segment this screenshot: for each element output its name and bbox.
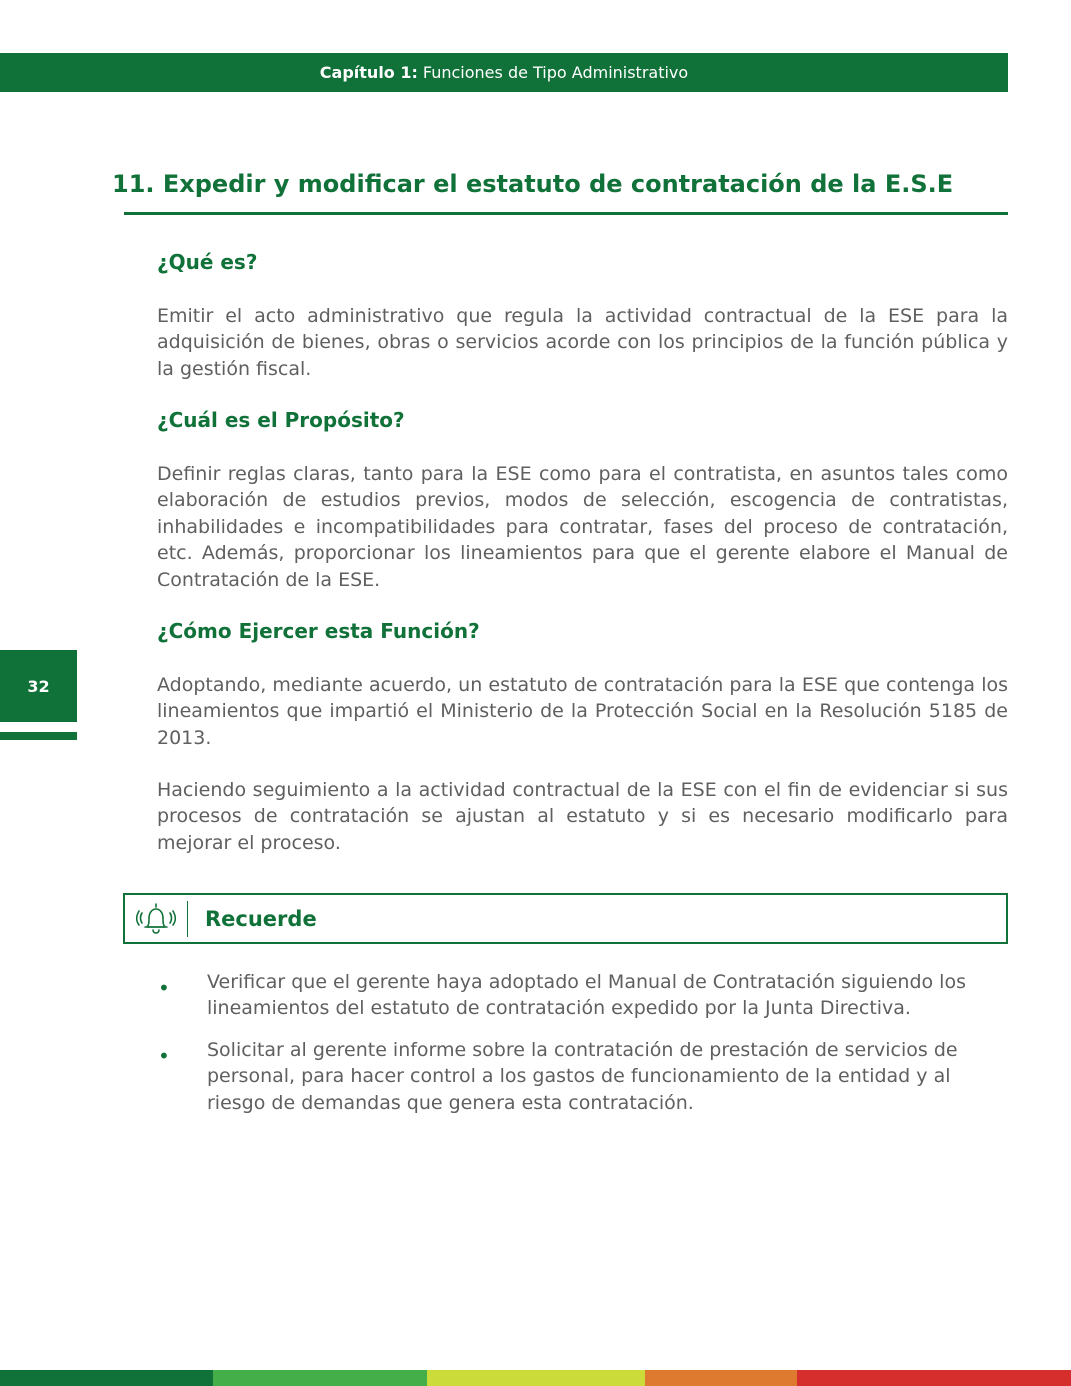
chapter-header-bar [0, 53, 1008, 92]
recuerde-list [157, 969, 1008, 1131]
bullet-icon: • [158, 976, 170, 1000]
recuerde-label: Recuerde [205, 906, 317, 931]
bullet-icon: • [158, 1043, 170, 1068]
page-number-tab [0, 650, 77, 722]
page-tab-underline [0, 732, 77, 740]
list-item [157, 969, 1008, 1022]
list-item-text: Solicitar al gerente informe sobre la contratación de prestación de servicios de personal, para hacer control a los gastos de funcionamiento de la entidad y al riesgo de demandas que genera esta contratación. [207, 1038, 958, 1114]
bell-icon [125, 895, 187, 942]
page-number: 32 [27, 676, 50, 696]
paragraph-proposito: Definir reglas claras, tanto para la ESE como para el contratista, en asuntos tales como elaboración de estudios previos, modos de selección, escogencia de contratistas, inhabilidades e incompatibilidades para contratar, fases del proceso de contratación, etc. Además, proporcionar los lineamientos para que el gerente elabore el Manual de Contratación de la ESE. [157, 463, 1008, 591]
chapter-label: Capítulo 1: [319, 63, 418, 82]
list-item [157, 1037, 1008, 1116]
heading-proposito: ¿Cuál es el Propósito? [157, 408, 405, 432]
footer-stripe-green [213, 1370, 427, 1386]
chapter-title: Funciones de Tipo Administrativo [422, 63, 689, 82]
footer-stripe-orange [645, 1370, 797, 1386]
heading-como-ejercer: ¿Cómo Ejercer esta Función? [157, 619, 480, 643]
paragraph-que-es: Emitir el acto administrativo que regula la actividad contractual de la ESE para la adquisición de bienes, obras o servicios acorde con los principios de la función pública y la gestión fiscal. [157, 305, 1008, 380]
footer-stripe-dark-green [0, 1370, 213, 1386]
title-underline [124, 212, 1008, 215]
heading-que-es: ¿Qué es? [157, 250, 258, 274]
footer-stripe-yellow-green [427, 1370, 645, 1386]
recuerde-divider [187, 901, 188, 937]
page-title: 11. Expedir y modificar el estatuto de contratación de la E.S.E [112, 170, 954, 198]
recuerde-box [123, 893, 1008, 944]
paragraph-como-ejercer-2: Haciendo seguimiento a la actividad contractual de la ESE con el fin de evidenciar si sus procesos de contratación se ajustan al estatuto y si es necesario modificarlo para mejorar el proceso. [157, 779, 1008, 854]
paragraph-como-ejercer-1: Adoptando, mediante acuerdo, un estatuto de contratación para la ESE que contenga los lineamientos que impartió el Ministerio de la Protección Social en la Resolución 5185 de 2013. [157, 674, 1008, 749]
footer-stripe-red [797, 1370, 1071, 1386]
list-item-text: Verificar que el gerente haya adoptado el Manual de Contratación siguiendo los lineamientos del estatuto de contratación expedido por la Junta Directiva. [207, 971, 966, 1020]
